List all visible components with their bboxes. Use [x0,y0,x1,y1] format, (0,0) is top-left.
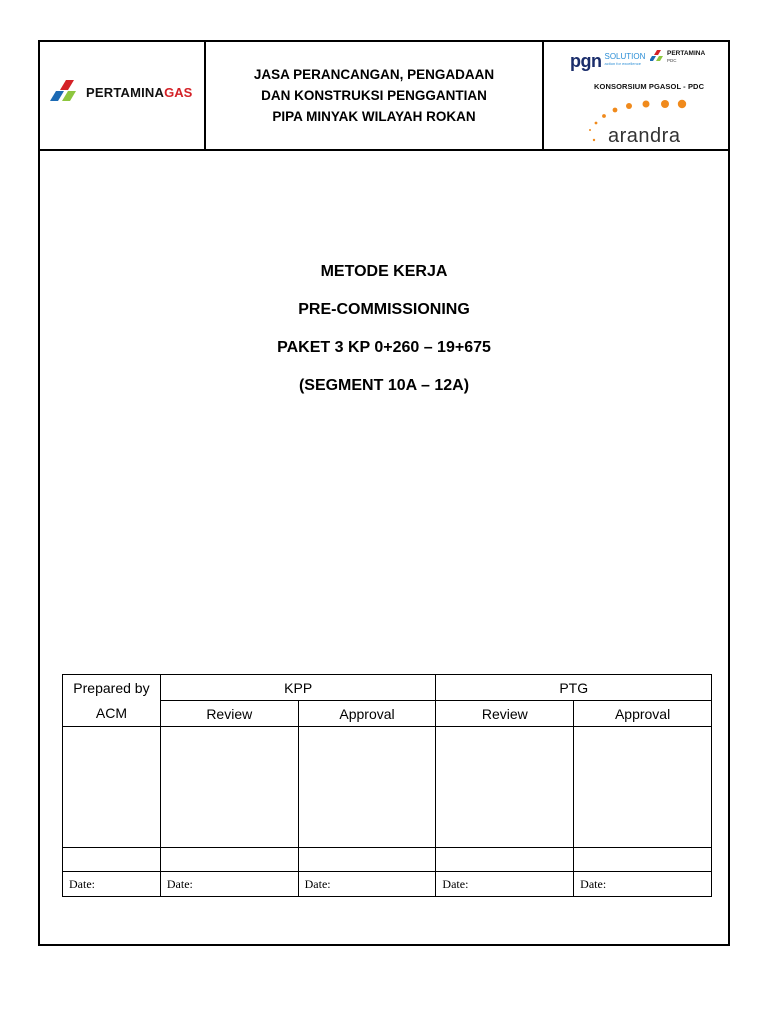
kpp-review-header: Review [160,701,298,727]
name-cell-prepared [63,848,161,872]
solution-tagline: action for excellence [604,61,641,66]
name-cell-kpp-approval [298,848,436,872]
date-cell-ptg-approval: Date: [574,872,712,897]
document-title-line-2: PRE-COMMISSIONING [298,301,470,318]
ptg-review-header: Review [436,701,574,727]
kpp-header: KPP [160,675,436,701]
prepared-org: ACM [63,701,161,727]
signature-cell-kpp-review [160,727,298,848]
project-title-line-1: JASA PERANCANGAN, PENGADAAN [253,67,495,82]
solution-word: SOLUTION [604,52,646,61]
gas-word: GAS [164,84,193,100]
pertamina-arrow-icon [48,78,82,106]
ptg-header: PTG [436,675,712,701]
date-cell-ptg-review: Date: [436,872,574,897]
pdc-word: PDC [667,58,677,63]
name-cell-ptg-approval [574,848,712,872]
pertamina-small-word: PERTAMINA [667,50,706,57]
pertamina-arrow-small-icon [650,50,664,62]
signature-cell-prepared [63,727,161,848]
ptg-approval-header: Approval [574,701,712,727]
document-title-line-4: (SEGMENT 10A – 12A) [298,377,470,394]
arandra-word: arandra [608,125,681,147]
pertamina-word: PERTAMINA [86,84,165,100]
document-title-block [40,262,728,414]
date-cell-kpp-review: Date: [160,872,298,897]
document-title-line-3: PAKET 3 KP 0+260 – 19+675 [277,339,491,356]
signature-cell-ptg-review [436,727,574,848]
pgn-word: pgn [570,51,602,71]
signature-cell-ptg-approval [574,727,712,848]
arandra-logo [588,96,728,148]
date-cell-kpp-approval: Date: [298,872,436,897]
prepared-by-label: Prepared by [63,675,161,701]
name-cell-ptg-review [436,848,574,872]
pertamina-pdc-logo [650,50,705,63]
signoff-table [62,674,712,897]
document-frame [38,40,730,946]
header-title-cell [206,42,544,149]
document-header [40,42,728,151]
kpp-approval-header: Approval [298,701,436,727]
project-title-line-3: PIPA MINYAK WILAYAH ROKAN [272,109,476,124]
signature-cell-kpp-approval [298,727,436,848]
pgn-solution-logo [570,52,645,70]
konsorsium-text: KONSORSIUM PGASOL - PDC [594,82,705,91]
date-cell-prepared: Date: [63,872,161,897]
consortium-logo-cell [544,42,730,149]
header-logo-cell [40,42,206,149]
document-title-line-1: METODE KERJA [320,263,448,280]
name-cell-kpp-review [160,848,298,872]
pertamina-gas-logo [48,78,192,106]
project-title-line-2: DAN KONSTRUKSI PENGGANTIAN [261,88,487,103]
